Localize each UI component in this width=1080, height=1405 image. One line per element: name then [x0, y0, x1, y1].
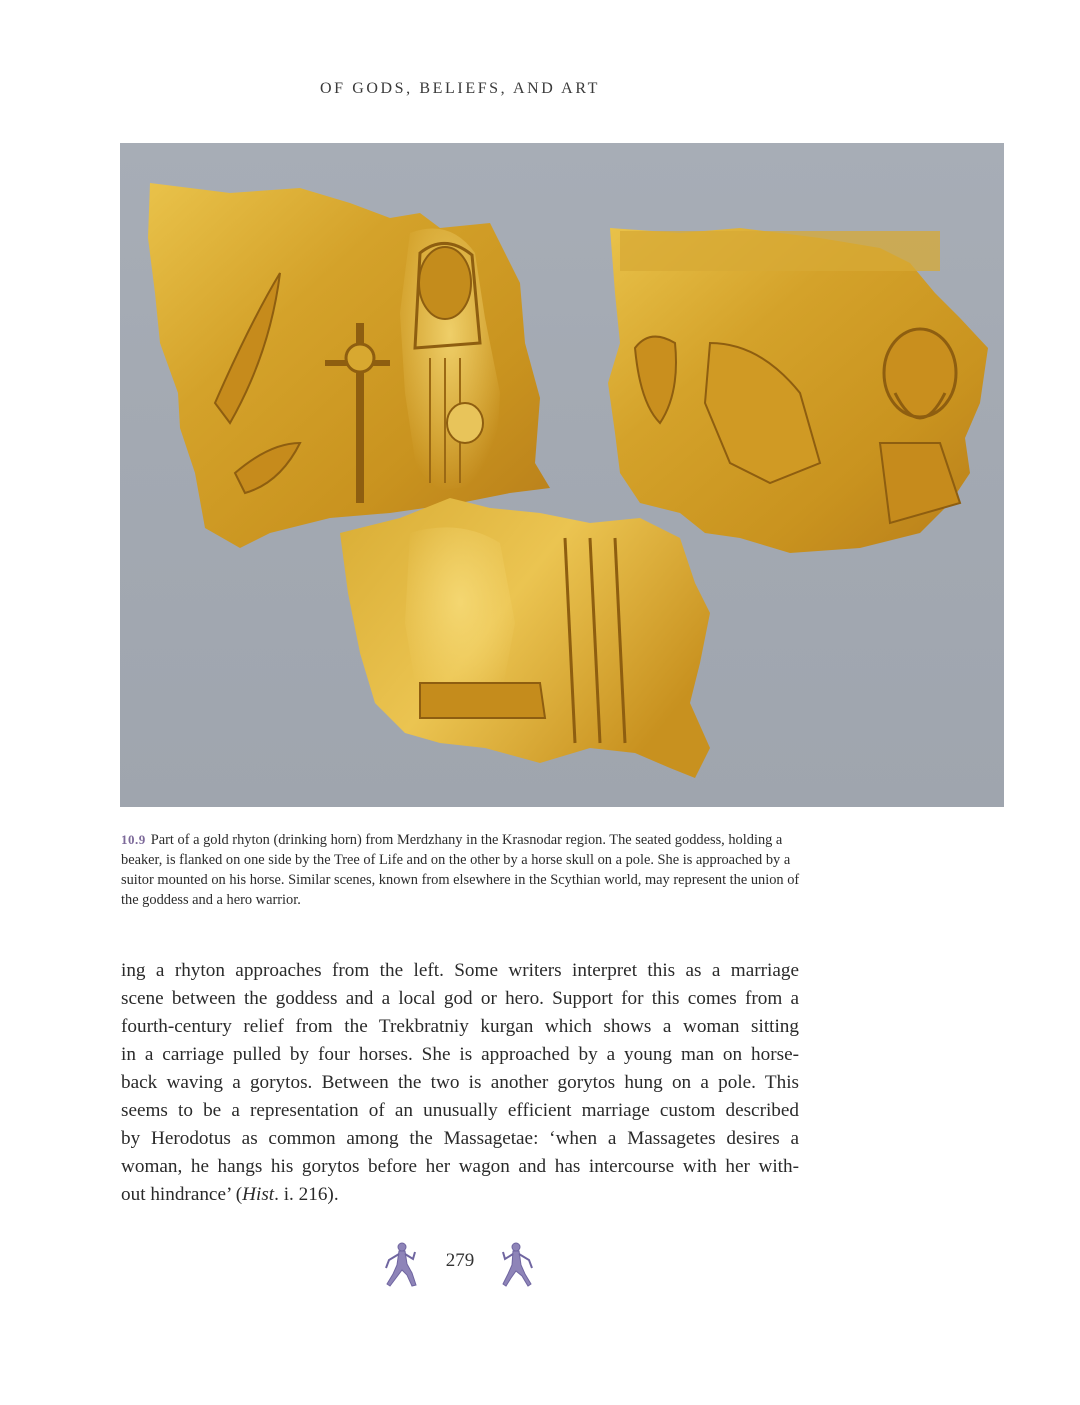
page-number: 279	[445, 1250, 475, 1271]
citation-work: Hist	[242, 1184, 275, 1205]
right-gold-fragment	[608, 228, 988, 553]
body-line: scene between the goddess and a local god or hero. Support for this comes from a	[121, 988, 799, 1009]
body-line: fourth-century relief from the Trekbratniy kurgan which shows a woman sitting	[121, 1016, 799, 1037]
body-line: back waving a gorytos. Between the two is another gorytos hung on a pole. This	[121, 1072, 799, 1093]
archer-figure-icon	[382, 1240, 420, 1290]
page-footer	[380, 1240, 540, 1292]
body-line: ing a rhyton approaches from the left. Some writers interpret this as a marriage	[121, 960, 799, 981]
last-line-text: out hindrance’ (	[121, 1184, 243, 1205]
running-head: OF GODS, BELIEFS, AND ART	[319, 80, 601, 97]
citation-ref: . i. 216).	[274, 1184, 339, 1205]
left-gold-fragment	[148, 183, 550, 548]
caption-text: Part of a gold rhyton (drinking horn) from Merdzhany in the Krasnodar region. The seated goddess, holding a beaker, is flanked on one side by the Tree of Life and on the other by a horse skull on a pole. She is approached by a suitor mounted on his horse. Similar scenes, known from elsewhere in the Scythian world, may represent the union of the goddess and a hero warrior.	[121, 832, 800, 908]
figure-photo-gold-rhyton	[120, 143, 1004, 807]
figure-caption	[121, 830, 811, 910]
body-line: in a carriage pulled by four horses. She is approached by a young man on horse-	[121, 1044, 799, 1065]
body-line-last	[121, 1181, 799, 1209]
body-line: by Herodotus as common among the Massagetae: ‘when a Massagetes desires a	[121, 1128, 799, 1149]
body-paragraph	[121, 957, 799, 1209]
figure-number: 10.9	[121, 832, 146, 847]
body-line: seems to be a representation of an unusually efficient marriage custom described	[121, 1100, 799, 1121]
body-line: woman, he hangs his gorytos before her wagon and has intercourse with her with-	[121, 1156, 799, 1177]
bottom-gold-fragment	[340, 498, 710, 778]
archer-figure-icon	[498, 1240, 536, 1290]
